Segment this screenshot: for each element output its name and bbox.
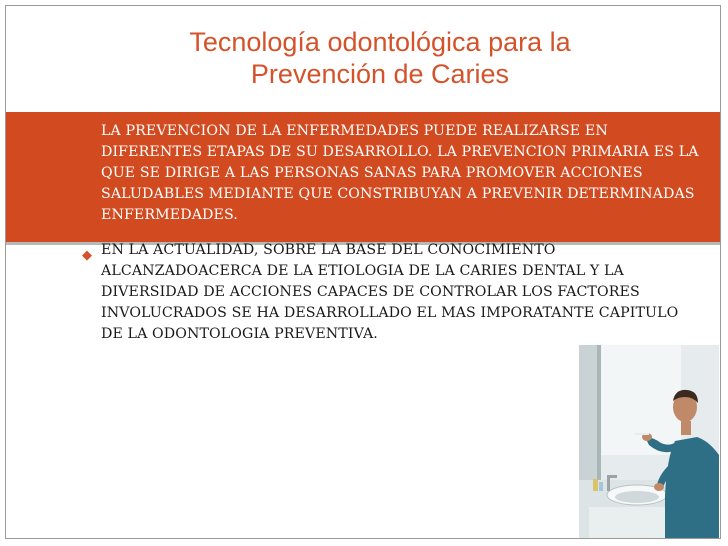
title-line-2: Prevención de Caries: [250, 59, 510, 89]
man-brushing-teeth-photo: [579, 345, 719, 538]
title-line-1: Tecnología odontológica para la: [189, 27, 571, 57]
paragraph-prevention: LA PREVENCION DE LA ENFERMEDADES PUEDE REALIZARSE EN DIFERENTES ETAPAS DE SU DESARROLLO. LA PREVENCION PRIMARIA ES LA QUE SE DIRIGE A LAS PERSONAS SANAS PARA PROMOVER ACCIONES SALUDABLES MEDIANTE QUE CONSTRIBUYAN A PREVENIR DETERMINADAS ENFERMEDADES.: [101, 123, 699, 223]
paragraph-actualidad: EN LA ACTUALIDAD, SOBRE LA BASE DEL CONOCIMIENTO ALCANZADOACERCA DE LA ETIOLOGIA DE LA CARIES DENTAL Y LA DIVERSIDAD DE ACCIONES CAPACES DE CONTROLAR LOS FACTORES INVOLUCRADOS SE HA DESARROLLADO EL MAS IMPORATANTE CAPITULO DE LA ODONTOLOGIA PREVENTIVA.: [101, 242, 679, 342]
bullet-icon: ◆: [82, 247, 92, 262]
slide-title: [60, 26, 700, 90]
